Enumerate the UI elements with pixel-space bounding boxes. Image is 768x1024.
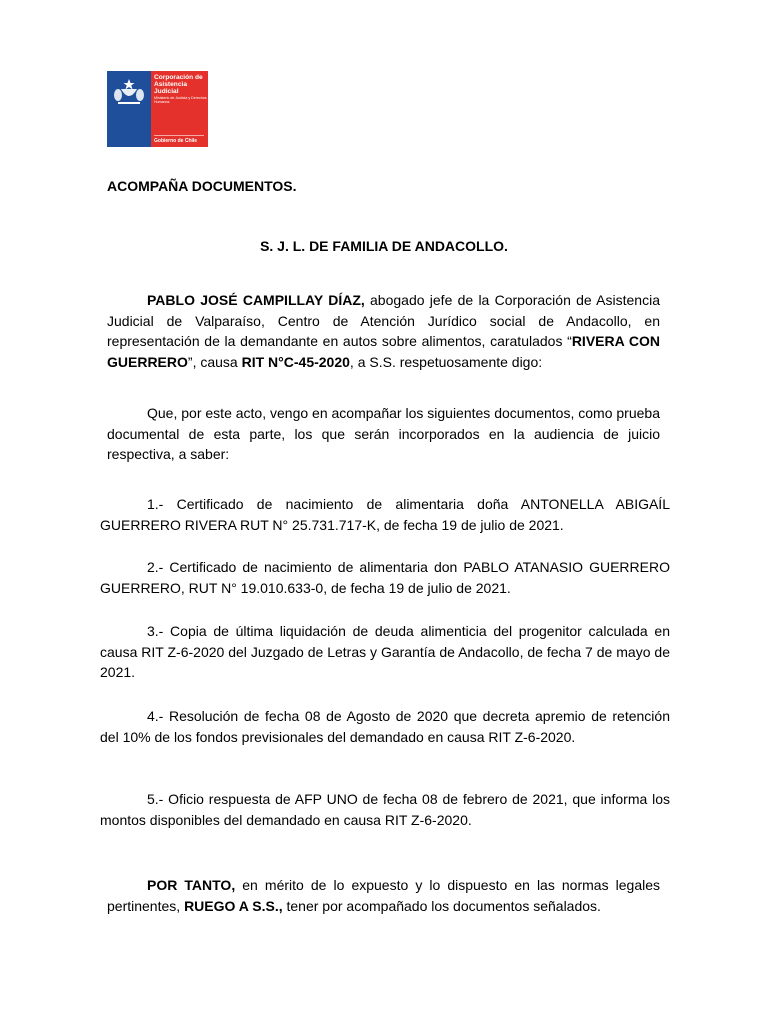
closing-text-2: tener por acompañado los documentos señalados. <box>282 897 601 914</box>
body-paragraph <box>107 403 660 465</box>
closing-text-1: en mérito de lo expuesto y lo dispuesto en las normas legales pertinentes, <box>107 877 661 914</box>
logo-title: Corporación de Asistencia Judicial <box>154 74 203 95</box>
logo-footer: Gobierno de Chile <box>154 138 198 144</box>
document-item-4 <box>100 706 670 747</box>
court-heading: S. J. L. DE FAMILIA DE ANDACOLLO. <box>260 238 508 254</box>
logo-subtitle: Ministerio de Justicia y Derechos Humanos <box>154 96 207 105</box>
logo-blue-panel <box>107 71 151 147</box>
attorney-name: PABLO JOSÉ CAMPILLAY DÍAZ, <box>147 292 365 308</box>
intro-text-1: abogado jefe de la Corporación de Asistencia Judicial de Valparaíso, Centro de Atención Jurídico social de Andacollo, en representación de la demandante en autos sobre alimentos, caratulados “ <box>107 292 660 349</box>
document-item-1 <box>100 494 670 535</box>
sumilla: ACOMPAÑA DOCUMENTOS. <box>107 178 297 194</box>
logo-red-panel <box>151 71 208 147</box>
logo-divider <box>154 135 204 136</box>
item-text: 2.- Certificado de nacimiento de alimentaria don PABLO ATANASIO GUERRERO GUERRERO, RUT N° 19.010.633-0, de fecha 19 de julio de 2021. <box>100 559 670 596</box>
intro-text-2: ”, causa <box>187 353 242 370</box>
item-text: 3.- Copia de última liquidación de deuda alimenticia del progenitor calculada en causa RIT Z-6-2020 del Juzgado de Letras y Garantía de Andacollo, de fecha 7 de mayo de 2021. <box>100 623 670 680</box>
document-item-5 <box>100 789 670 830</box>
ruego: RUEGO A S.S., <box>184 897 283 914</box>
coat-of-arms-icon <box>112 77 146 107</box>
document-item-2 <box>100 557 670 598</box>
corporation-logo <box>107 71 208 147</box>
por-tanto: POR TANTO, <box>147 877 236 893</box>
case-caption: RIVERA CON GUERRERO <box>107 333 660 370</box>
item-text: 5.- Oficio respuesta de AFP UNO de fecha 08 de febrero de 2021, que informa los montos disponibles del demandado en causa RIT Z-6-2020. <box>100 791 670 828</box>
item-text: 4.- Resolución de fecha 08 de Agosto de 2020 que decreta apremio de retención del 10% de los fondos previsionales del demandado en causa RIT Z-6-2020. <box>100 708 670 745</box>
closing-paragraph <box>107 875 660 916</box>
body-text: Que, por este acto, vengo en acompañar los siguientes documentos, como prueba documental de esta parte, los que serán incorporados en la audiencia de juicio respectiva, a saber: <box>107 405 660 462</box>
case-rit: RIT N°C-45-2020 <box>241 353 350 370</box>
intro-paragraph <box>107 290 660 372</box>
item-text: 1.- Certificado de nacimiento de alimentaria doña ANTONELLA ABIGAÍL GUERRERO RIVERA RUT N° 25.731.717-K, de fecha 19 de julio de 2021. <box>100 496 670 533</box>
intro-text-3: , a S.S. respetuosamente digo: <box>349 353 543 370</box>
document-item-3 <box>100 621 670 683</box>
